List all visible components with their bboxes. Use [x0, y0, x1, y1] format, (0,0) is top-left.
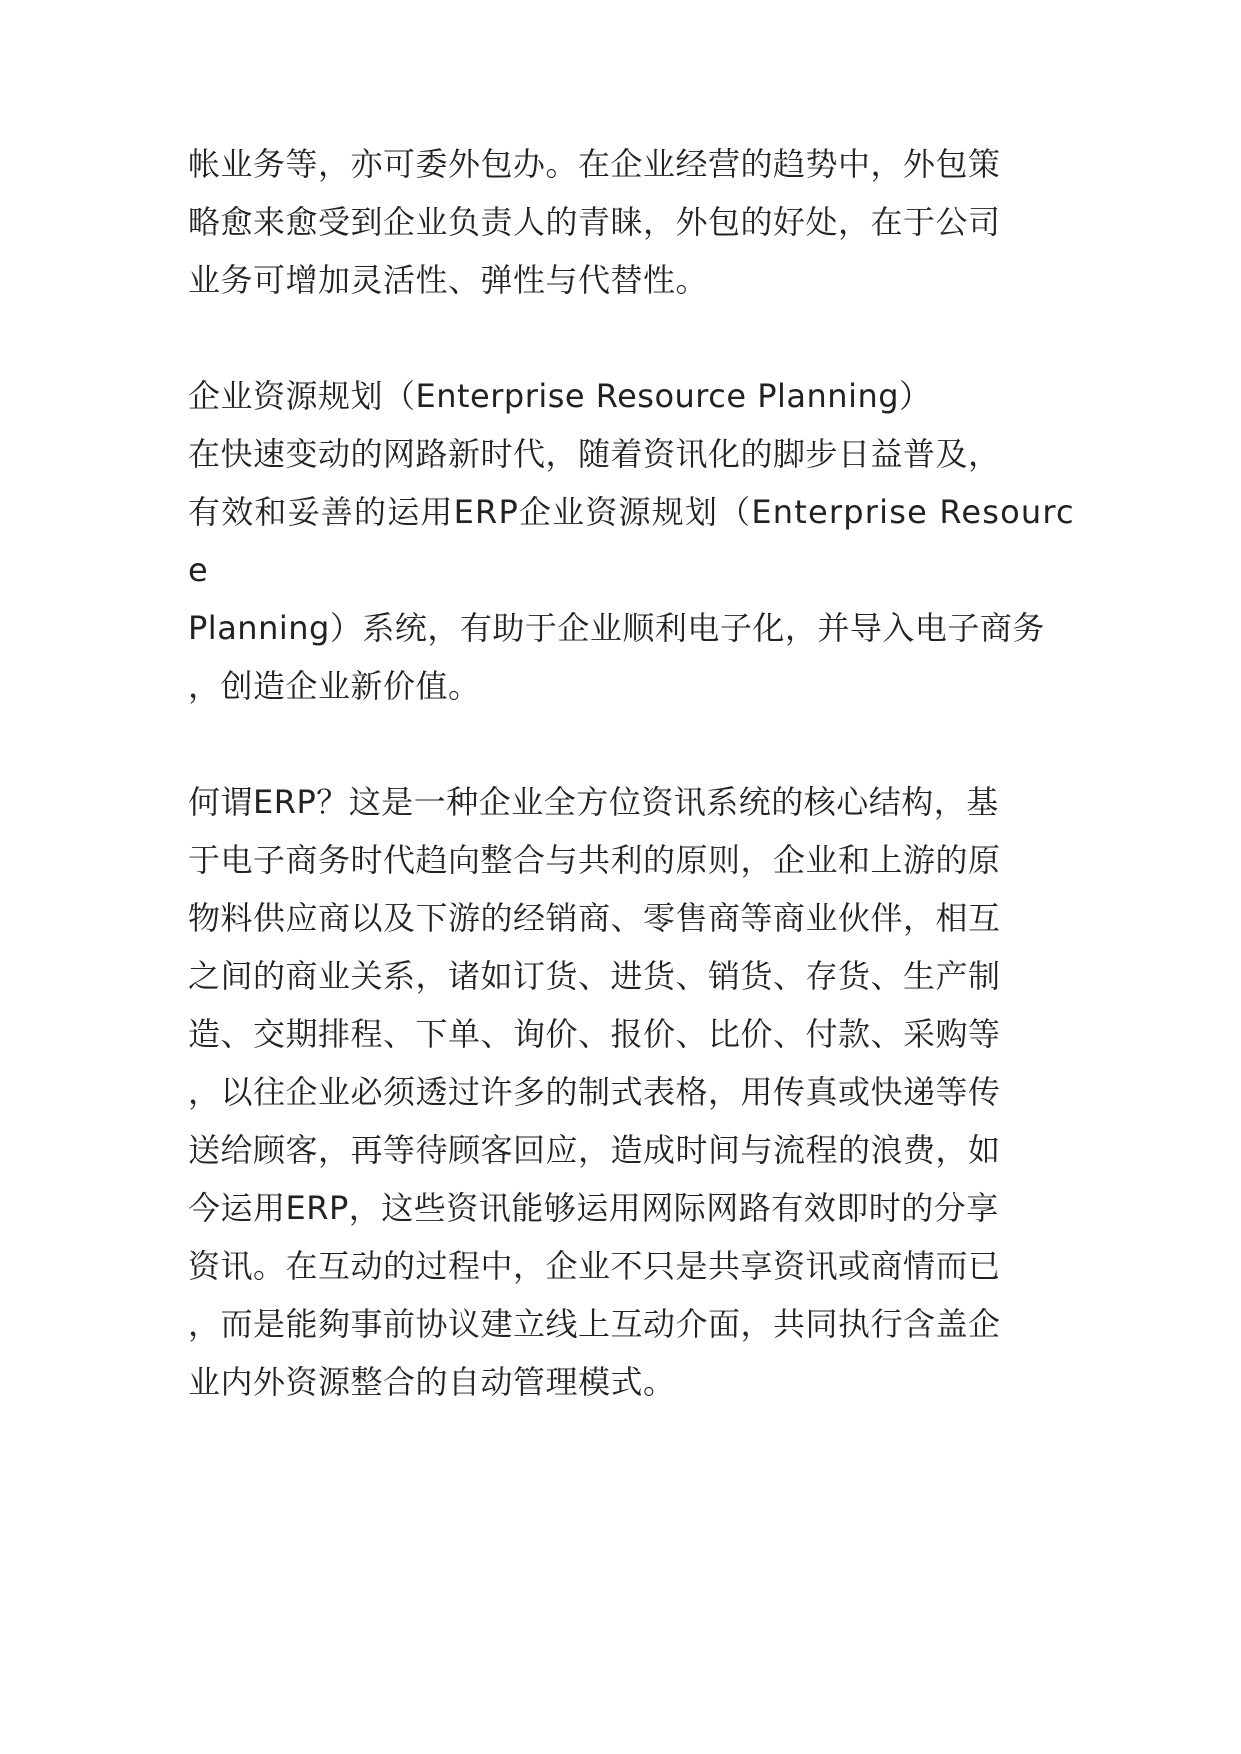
paragraph-3-line-8: 今运用ERP，这些资讯能够运用网际网路有效即时的分享: [188, 1189, 999, 1227]
paragraph-2-line-4: Planning）系统，有助于企业顺利电子化，并导入电子商务: [188, 609, 1045, 647]
section-heading-erp: 企业资源规划（Enterprise Resource Planning）: [188, 377, 932, 415]
paragraph-3-line-3: 物料供应商以及下游的经销商、零售商等商业伙伴，相互: [188, 899, 1001, 937]
paragraph-3-line-5: 造、交期排程、下单、询价、报价、比价、付款、采购等: [188, 1015, 1001, 1053]
paragraph-1-line-2: 略愈来愈受到企业负责人的青睐，外包的好处，在于公司: [188, 203, 1001, 241]
paragraph-3-line-1: 何谓ERP？这是一种企业全方位资讯系统的核心结构，基: [188, 783, 999, 821]
paragraph-1-line-1: 帐业务等，亦可委外包办。在企业经营的趋势中，外包策: [188, 145, 1001, 183]
paragraph-3-line-2: 于电子商务时代趋向整合与共利的原则，企业和上游的原: [188, 841, 1001, 879]
paragraph-3-line-4: 之间的商业关系，诸如订货、进货、销货、存货、生产制: [188, 957, 1001, 995]
paragraph-3-line-7: 送给顾客，再等待顾客回应，造成时间与流程的浪费，如: [188, 1131, 1001, 1169]
paragraph-1-line-3: 业务可增加灵活性、弹性与代替性。: [188, 261, 709, 299]
paragraph-2-line-1: 在快速变动的网路新时代，随着资讯化的脚步日益普及，: [188, 435, 1001, 473]
paragraph-2-line-5: ，创造企业新价值。: [188, 667, 481, 705]
paragraph-3-line-11: 业内外资源整合的自动管理模式。: [188, 1363, 676, 1401]
paragraph-2-line-2: 有效和妥善的运用ERP企业资源规划（Enterprise Resourc: [188, 493, 1075, 531]
paragraph-3-line-9: 资讯。在互动的过程中，企业不只是共享资讯或商情而已: [188, 1247, 1001, 1285]
paragraph-3-line-6: ，以往企业必须透过许多的制式表格，用传真或快递等传: [188, 1073, 1001, 1111]
paragraph-3-line-10: ，而是能夠事前协议建立线上互动介面，共同执行含盖企: [188, 1305, 1001, 1343]
paragraph-2-line-3: e: [188, 551, 209, 589]
